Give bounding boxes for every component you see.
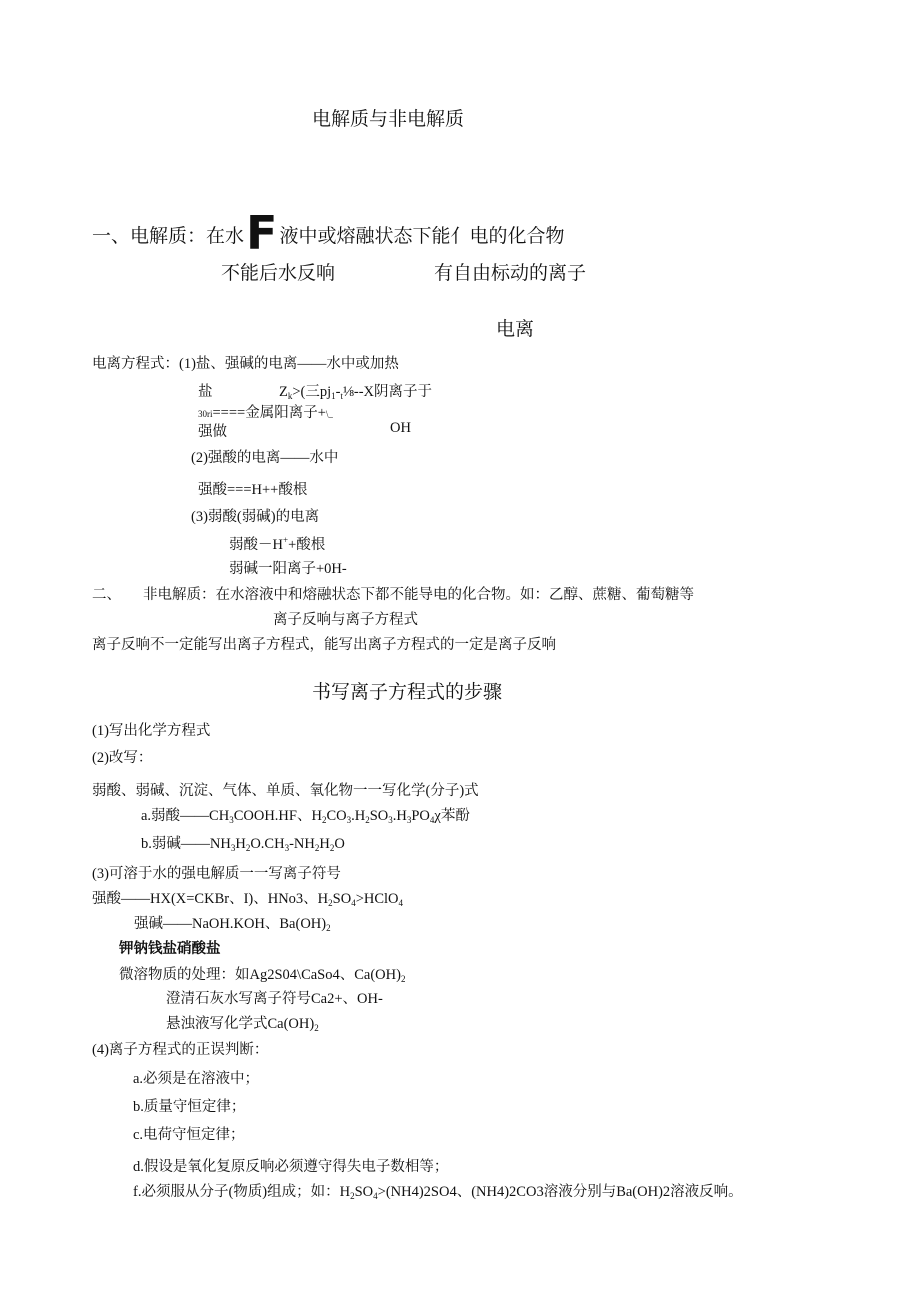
ionization-heading: 电离 <box>496 318 535 340</box>
electrolyte-suffix: 液中或熔融状态下能亻电的化合物 <box>279 225 565 247</box>
step-4: (4)离子方程式的正误判断： <box>92 1042 269 1058</box>
metal-tail: \_ <box>325 409 333 419</box>
big-letter: F <box>246 206 278 260</box>
note-right: 有自由标动的离子 <box>434 262 587 284</box>
check-d: d.假设是氧化复原反响必须遵守得失电子数相等； <box>133 1159 449 1175</box>
weak-base-equation: 弱碱一阳离子+0H- <box>229 561 347 577</box>
step-1: (1)写出化学方程式 <box>92 723 211 739</box>
salt-formula: $Z_k>$(三$pj_1-_t\frac{1}{8}--X$阴离子于 <box>279 384 433 401</box>
lime-water-note: 澄清石灰水写离子符号Ca2+、OH- <box>166 991 383 1007</box>
metal-ion-equation: 30ri====金属阳离子+\_ <box>198 405 333 421</box>
note-left: 不能后水反响 <box>221 262 336 284</box>
electrolyte-definition <box>92 199 565 260</box>
suspension-note: 悬浊液写化学式$Ca(OH)_2$ <box>166 1016 319 1033</box>
small-code: 30ri <box>198 409 213 419</box>
strong-acid-equation: 强酸===H++酸根 <box>198 482 308 498</box>
steps-heading: 书写离子方程式的步骤 <box>312 681 503 703</box>
check-f: f.必须服从分子(物质)组成；如：$H_2SO_4>(NH4)2SO4$、(NH4)2CO3溶液分别与Ba(OH)2溶液反响。 <box>133 1184 743 1201</box>
strong-base-label: 强做 <box>198 424 227 440</box>
rewrite-rule: 弱酸、弱碱、沉淀、气体、单质、氧化物一一写化学(分子)式 <box>92 783 479 799</box>
hydroxide-label: OH <box>390 420 411 436</box>
slightly-soluble-handling: 微溶物质的处理：如Ag2S04\CaSo4、$Ca(OH)_2$ <box>119 967 406 984</box>
strong-acid-list: 强酸——HX(X=CKBr、I)、HNo3、$H_2SO_4>HClO_4$ <box>92 891 404 908</box>
weak-acid-list: a.弱酸$——CH_3COOH.HF$、$H_2CO_3.H_2SO_3.H_3PO_4\chi$苯酚 <box>141 808 470 825</box>
check-b: b.质量守恒定律； <box>133 1099 246 1115</box>
step-3: (3)可溶于水的强电解质一一写离子符号 <box>92 866 341 882</box>
weak-base-list: b.弱碱$——NH_3H_2O.CH_3-NH_2H_2O$ <box>141 836 345 853</box>
section2-number: 二、 <box>92 587 121 603</box>
check-a: a.必须是在溶液中； <box>133 1071 260 1087</box>
ionic-reaction-heading: 离子反响与离子方程式 <box>273 612 418 628</box>
strong-base-list: 强碱——NaOH.KOH、$Ba(OH)_2$ <box>134 916 331 933</box>
salt-label: 盐 <box>198 384 213 400</box>
ionization-intro: 电离方程式：(1)盐、强碱的电离——水中或加热 <box>92 356 399 372</box>
weak-acid-equation: 弱酸－H++酸根 <box>229 535 326 553</box>
check-c: c.电荷守恒定律； <box>133 1127 245 1143</box>
strong-acid-heading: (2)强酸的电离——水中 <box>191 450 339 466</box>
ionic-reaction-statement: 离子反响不一定能写出离子方程式，能写出离子方程式的一定是离子反响 <box>92 637 556 653</box>
soluble-salts-note: 钾钠钱盐硝酸盐 <box>119 941 221 957</box>
electrolyte-prefix: 一、电解质：在水 <box>92 225 245 247</box>
weak-ionization-heading: (3)弱酸(弱碱)的电离 <box>191 509 320 525</box>
non-electrolyte-definition: 非电解质：在水溶液中和熔融状态下都不能导电的化合物。如：乙醇、蔗糖、葡萄糖等 <box>143 587 694 603</box>
page-title: 电解质与非电解质 <box>312 108 465 130</box>
step-2: (2)改写： <box>92 750 153 766</box>
